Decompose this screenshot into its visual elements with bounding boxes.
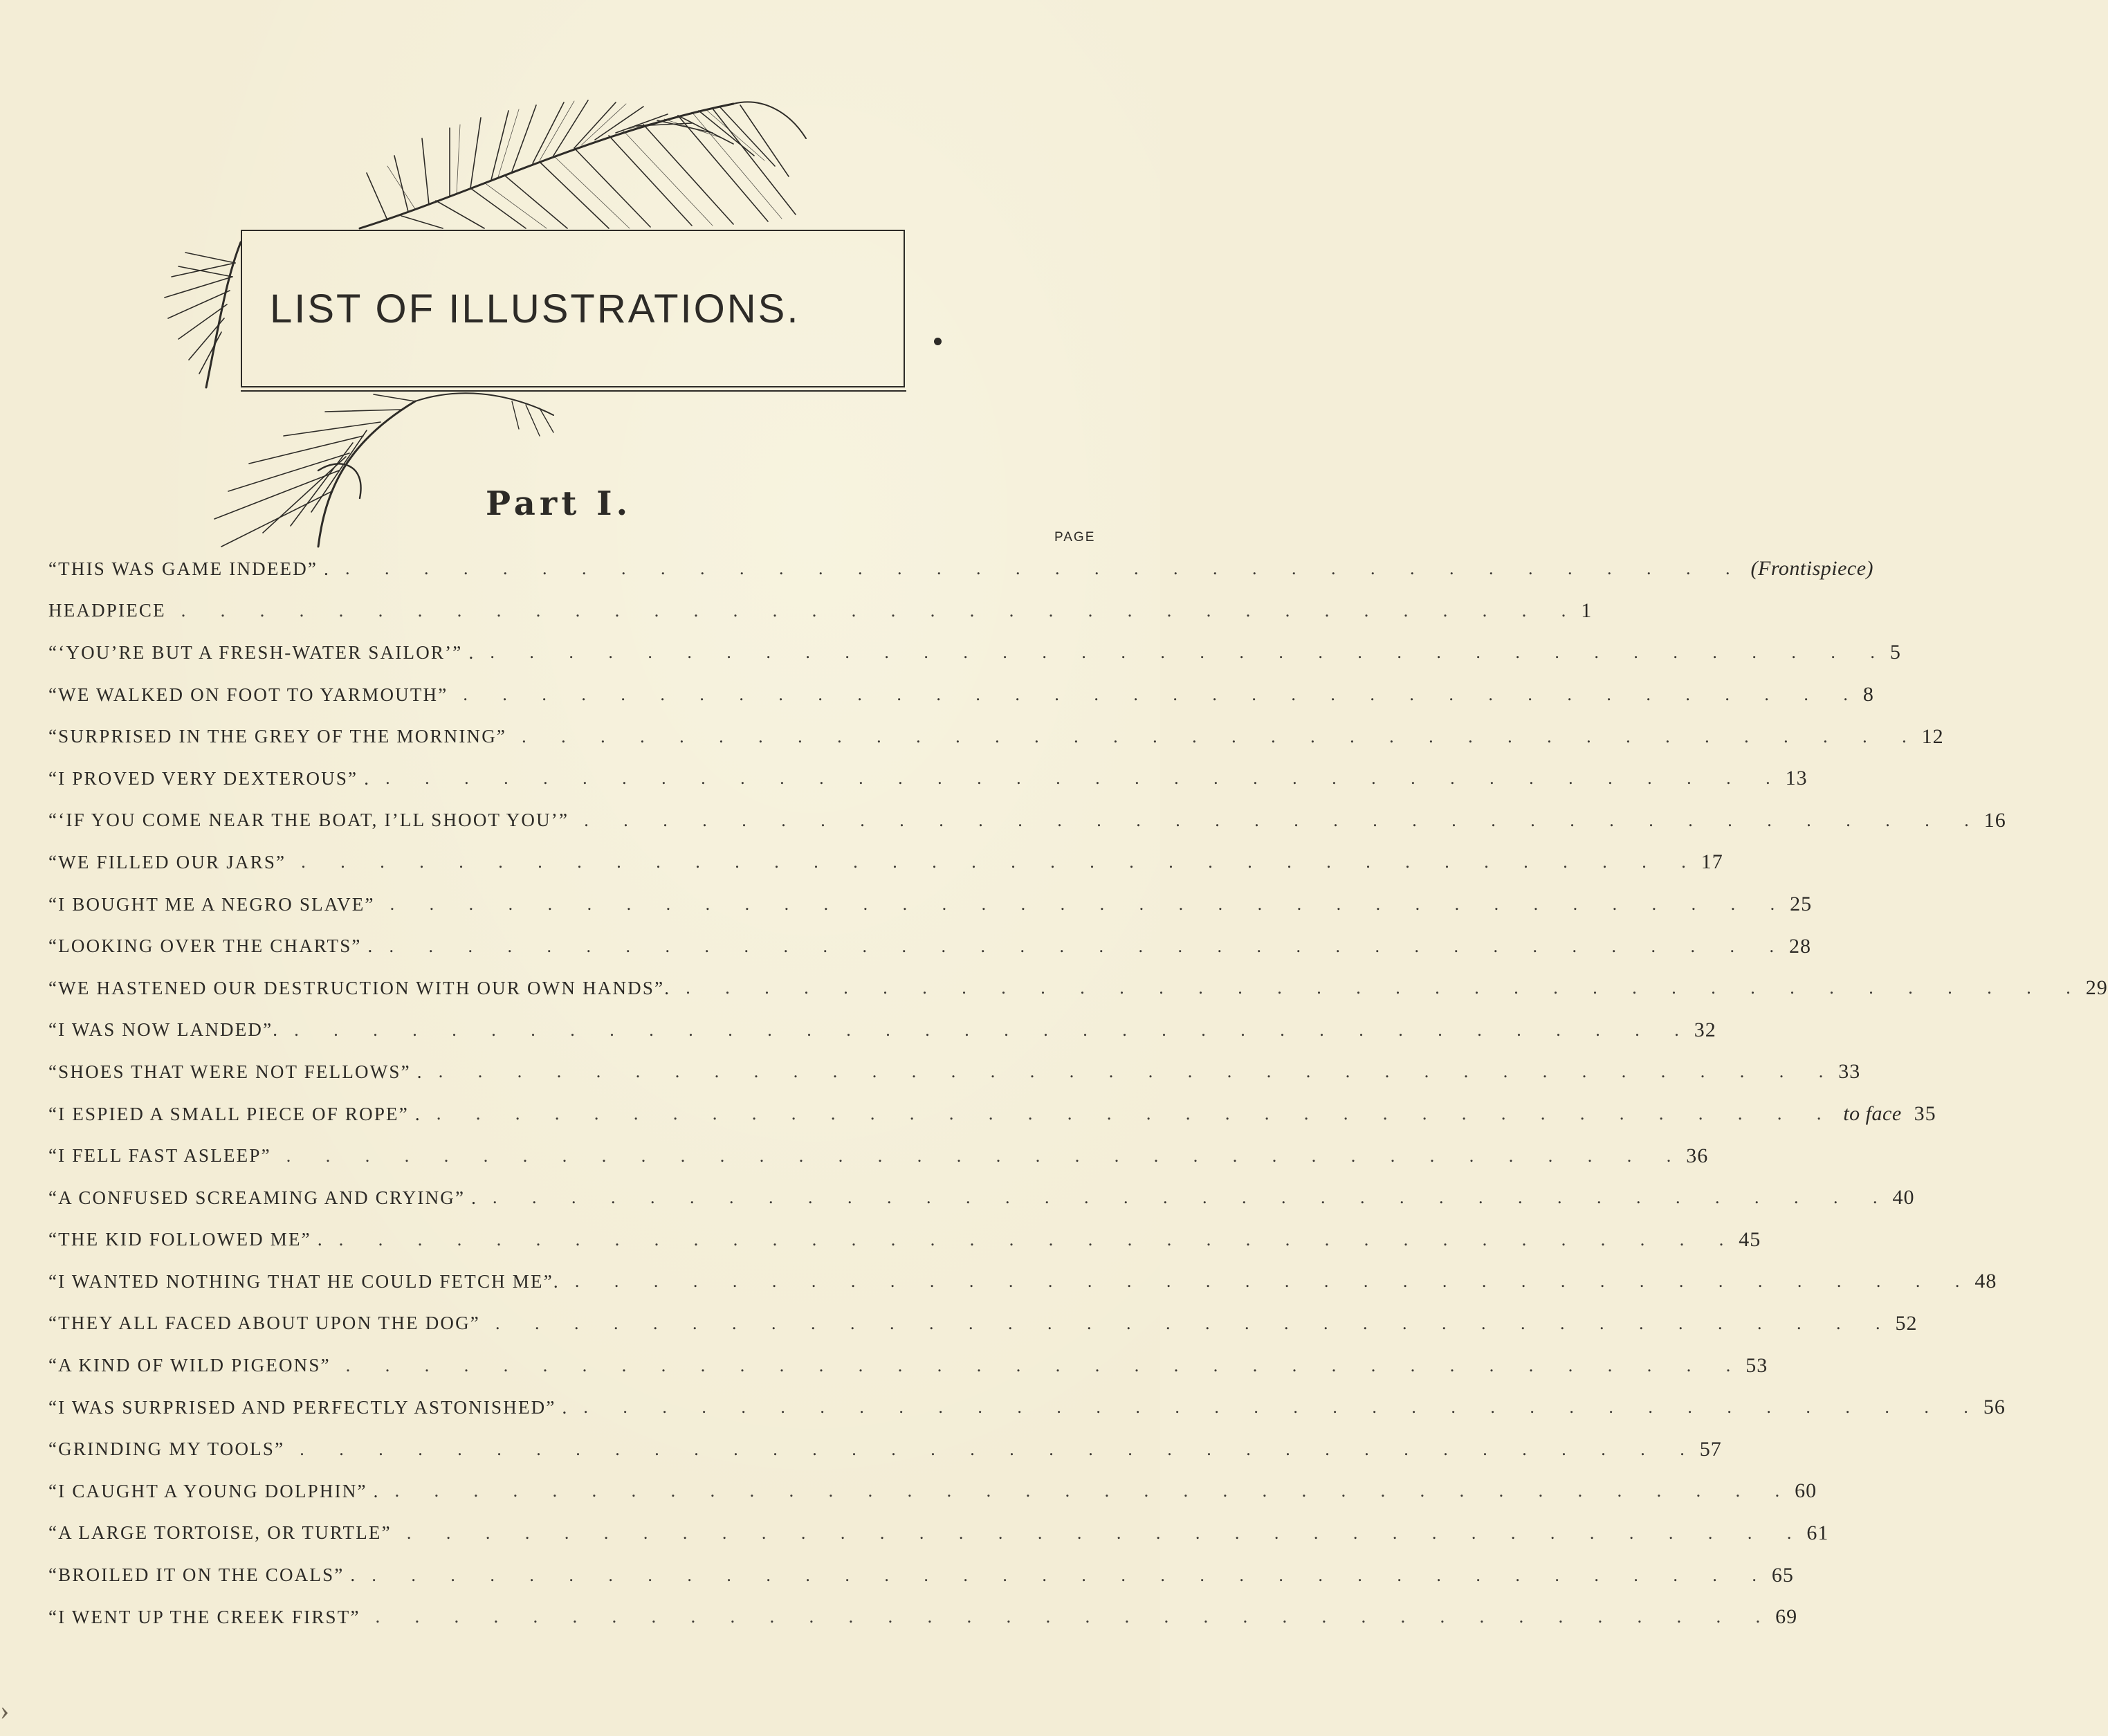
list-item bbox=[48, 1470, 1817, 1513]
list-item bbox=[48, 800, 2006, 842]
list-item bbox=[48, 758, 1808, 800]
illustration-title: “I ESPIED A SMALL PIECE OF ROPE” . bbox=[48, 1103, 421, 1124]
page-number: 36 bbox=[1686, 1144, 1709, 1167]
dot-leader: . . . . . . . . . . . . . . . . . . . . . . . . . . . . . . . . . . . . bbox=[389, 894, 1790, 915]
page-number: 5 bbox=[1889, 641, 1901, 664]
page-note: to face bbox=[1843, 1102, 1902, 1126]
list-item bbox=[48, 1387, 2006, 1429]
illustration-title: “WE HASTENED OUR DESTRUCTION WITH OUR OWN HANDS”. bbox=[48, 977, 671, 998]
title-frame-rule bbox=[241, 390, 906, 392]
illustration-title: “THIS WAS GAME INDEED” . bbox=[48, 558, 331, 579]
list-item bbox=[48, 715, 1944, 758]
illustration-title: “WE FILLED OUR JARS” bbox=[48, 851, 286, 872]
dot-leader: . . . . . . . . . . . . . . . . . . . . . . . . . . . . . . . . . . . . bbox=[294, 1019, 1694, 1040]
illustration-title: “I CAUGHT A YOUNG DOLPHIN” . bbox=[48, 1480, 380, 1501]
page-number: 60 bbox=[1795, 1479, 1817, 1503]
part-heading: Part I. bbox=[486, 484, 632, 523]
dot-leader: . . . . . . . . . . . . . . . . . . . . . . . . . . . . . . . . . . . . bbox=[375, 1607, 1776, 1627]
page-number: 25 bbox=[1790, 893, 1813, 916]
dot-leader: . . . . . . . . . . . . . . . . . . . . . . . . . . . . . . . . . . . . bbox=[493, 1187, 1893, 1208]
list-item bbox=[48, 967, 2108, 1009]
list-item bbox=[48, 548, 1874, 590]
illustration-title: “GRINDING MY TOOLS” bbox=[48, 1438, 285, 1460]
dot-leader: . . . . . . . . . . . . . . . . . . . . . . . . . . . . . . . . . . . . bbox=[385, 768, 1786, 789]
dot-leader: . . . . . . . . . . . . . . . . . . . . . . . . . . . . . . . . . . . . bbox=[286, 1145, 1687, 1166]
page-number: 65 bbox=[1771, 1563, 1794, 1587]
dot-leader: . . . . . . . . . . . . . . . . . . . . . . . . . . . . . . . . . . . . bbox=[490, 642, 1890, 663]
page-number: 69 bbox=[1775, 1605, 1798, 1629]
illustration-title: “I FELL FAST ASLEEP” bbox=[48, 1145, 271, 1167]
dot-leader: . . . . . . . . . . . . . . . . . . . . . . . . . . . . . . . . . . . . bbox=[301, 852, 1701, 872]
dot-leader: . . . . . . . . . . . . . . . . . . . . . . . . . . . . . . . . . . . . bbox=[338, 1229, 1739, 1250]
list-item bbox=[48, 1596, 1798, 1638]
illustration-title: “A LARGE TORTOISE, OR TURTLE” bbox=[48, 1522, 392, 1544]
illustration-title: “I WAS SURPRISED AND PERFECTLY ASTONISHED” . bbox=[48, 1396, 569, 1418]
page-number: 40 bbox=[1892, 1186, 1915, 1209]
page-title: LIST OF ILLUSTRATIONS. bbox=[270, 286, 800, 331]
page-number: 17 bbox=[1701, 850, 1723, 874]
list-item bbox=[48, 1093, 1936, 1135]
page-number: 61 bbox=[1806, 1521, 1829, 1544]
list-item bbox=[48, 1051, 1861, 1093]
dot-leader: . . . . . . . . . . . . . . . . . . . . . . . . . . . . . . . . . . . . bbox=[522, 726, 1922, 747]
margin-mark: › bbox=[0, 1694, 10, 1726]
page-number: 12 bbox=[1921, 724, 1944, 748]
dot-leader: . . . . . . . . . . . . . . . . . . . . . . . . . . . . . . . . . . . . bbox=[345, 558, 1745, 579]
illustration-title: HEADPIECE bbox=[48, 600, 166, 621]
bullet-mark bbox=[934, 338, 942, 345]
list-item bbox=[48, 1219, 1761, 1261]
illustration-title: “SHOES THAT WERE NOT FELLOWS” . bbox=[48, 1061, 423, 1082]
dot-leader: . . . . . . . . . . . . . . . . . . . . . . . . . . . . . . . . . . . . bbox=[686, 978, 2086, 998]
illustration-title: “A CONFUSED SCREAMING AND CRYING” . bbox=[48, 1187, 478, 1208]
palm-frond-illustration-top bbox=[346, 90, 816, 235]
list-item bbox=[48, 674, 1874, 716]
list-item bbox=[48, 1344, 1768, 1387]
illustration-title: “A KIND OF WILD PIGEONS” bbox=[48, 1355, 331, 1376]
dot-leader: . . . . . . . . . . . . . . . . . . . . . . . . . . . . . . . . . . . . bbox=[389, 935, 1789, 956]
page-number: (Frontispiece) bbox=[1750, 557, 1874, 581]
page-number: 28 bbox=[1789, 934, 1811, 958]
illustrations-list bbox=[48, 548, 2108, 1638]
dot-leader: . . . . . . . . . . . . . . . . . . . . . . . . . . . . . . . . . . . . bbox=[463, 684, 1863, 705]
illustration-title: “‘YOU’RE BUT A FRESH-WATER SAILOR’” . bbox=[48, 641, 475, 663]
page-column-label: PAGE bbox=[1054, 530, 1096, 545]
list-item bbox=[48, 1135, 1709, 1177]
list-item bbox=[48, 1513, 1829, 1555]
list-item bbox=[48, 841, 1723, 884]
dot-leader: . . . . . . . . . . . . . . . . . . . . . . . . . . . . . . . . . . . . bbox=[495, 1313, 1896, 1333]
page-number: 35 bbox=[1914, 1102, 1936, 1126]
page-number: 52 bbox=[1895, 1311, 1918, 1335]
list-item bbox=[48, 1009, 1716, 1052]
palm-frond-illustration-bottom bbox=[208, 387, 595, 554]
list-item bbox=[48, 1177, 1915, 1219]
illustration-title: “I BOUGHT ME A NEGRO SLAVE” bbox=[48, 893, 375, 915]
palm-frond-illustration-left bbox=[158, 235, 248, 394]
illustration-title: “BROILED IT ON THE COALS” . bbox=[48, 1564, 357, 1586]
dot-leader: . . . . . . . . . . . . . . . . . . . . . . . . . . . . . . . . . . . . bbox=[181, 600, 1582, 621]
illustration-title: “THEY ALL FACED ABOUT UPON THE DOG” bbox=[48, 1313, 480, 1334]
page-number: 56 bbox=[1983, 1396, 2006, 1419]
illustration-title: “SURPRISED IN THE GREY OF THE MORNING” bbox=[48, 726, 507, 747]
page-number: 16 bbox=[1983, 808, 2006, 832]
page-number: 13 bbox=[1785, 767, 1808, 790]
list-item bbox=[48, 632, 1901, 674]
illustration-title: “I WAS NOW LANDED”. bbox=[48, 1019, 279, 1041]
list-item bbox=[48, 1428, 1722, 1470]
page-number: 8 bbox=[1862, 683, 1874, 706]
list-item bbox=[48, 925, 1811, 967]
page-number: 45 bbox=[1739, 1227, 1761, 1251]
illustration-title: “I WENT UP THE CREEK FIRST” bbox=[48, 1606, 360, 1627]
page-number: 53 bbox=[1745, 1353, 1768, 1377]
title-frame bbox=[241, 230, 905, 387]
dot-leader: . . . . . . . . . . . . . . . . . . . . . . . . . . . . . . . . . . . . bbox=[574, 1271, 1975, 1292]
list-item bbox=[48, 1261, 1997, 1303]
dot-leader: . . . . . . . . . . . . . . . . . . . . . . . . . . . . . . . . . . . . bbox=[406, 1522, 1807, 1543]
dot-leader: . . . . . . . . . . . . . . . . . . . . . . . . . . . . . . . . . . . . bbox=[584, 810, 1984, 830]
illustration-title: “I WANTED NOTHING THAT HE COULD FETCH ME”. bbox=[48, 1270, 560, 1292]
illustration-title: “‘IF YOU COME NEAR THE BOAT, I’LL SHOOT YOU’” bbox=[48, 810, 569, 831]
dot-leader: . . . . . . . . . . . . . . . . . . . . . . . . . . . . . . . . . . . . bbox=[436, 1104, 1837, 1124]
page-number: 48 bbox=[1974, 1270, 1997, 1293]
dot-leader: . . . . . . . . . . . . . . . . . . . . . . . . . . . . . . . . . . . . bbox=[345, 1355, 1746, 1376]
list-item bbox=[48, 884, 1813, 926]
dot-leader: . . . . . . . . . . . . . . . . . . . . . . . . . . . . . . . . . . . . bbox=[583, 1397, 1983, 1418]
illustration-title: “WE WALKED ON FOOT TO YARMOUTH” bbox=[48, 684, 448, 705]
page-number: 32 bbox=[1694, 1018, 1716, 1041]
page-number: 57 bbox=[1699, 1437, 1722, 1461]
page-number: 29 bbox=[2085, 976, 2108, 1000]
page-number: 33 bbox=[1838, 1060, 1861, 1084]
dot-leader: . . . . . . . . . . . . . . . . . . . . . . . . . . . . . . . . . . . . bbox=[372, 1564, 1772, 1585]
list-item bbox=[48, 590, 1593, 632]
dot-leader: . . . . . . . . . . . . . . . . . . . . . . . . . . . . . . . . . . . . bbox=[300, 1438, 1700, 1459]
dot-leader: . . . . . . . . . . . . . . . . . . . . . . . . . . . . . . . . . . . . bbox=[394, 1481, 1795, 1501]
illustration-title: “LOOKING OVER THE CHARTS” . bbox=[48, 935, 374, 957]
list-item bbox=[48, 1554, 1794, 1596]
page-number: 1 bbox=[1581, 599, 1593, 622]
illustration-title: “I PROVED VERY DEXTEROUS” . bbox=[48, 767, 371, 789]
list-item bbox=[48, 1303, 1918, 1345]
dot-leader: . . . . . . . . . . . . . . . . . . . . . . . . . . . . . . . . . . . . bbox=[438, 1061, 1839, 1082]
illustration-title: “THE KID FOLLOWED ME” . bbox=[48, 1229, 324, 1250]
